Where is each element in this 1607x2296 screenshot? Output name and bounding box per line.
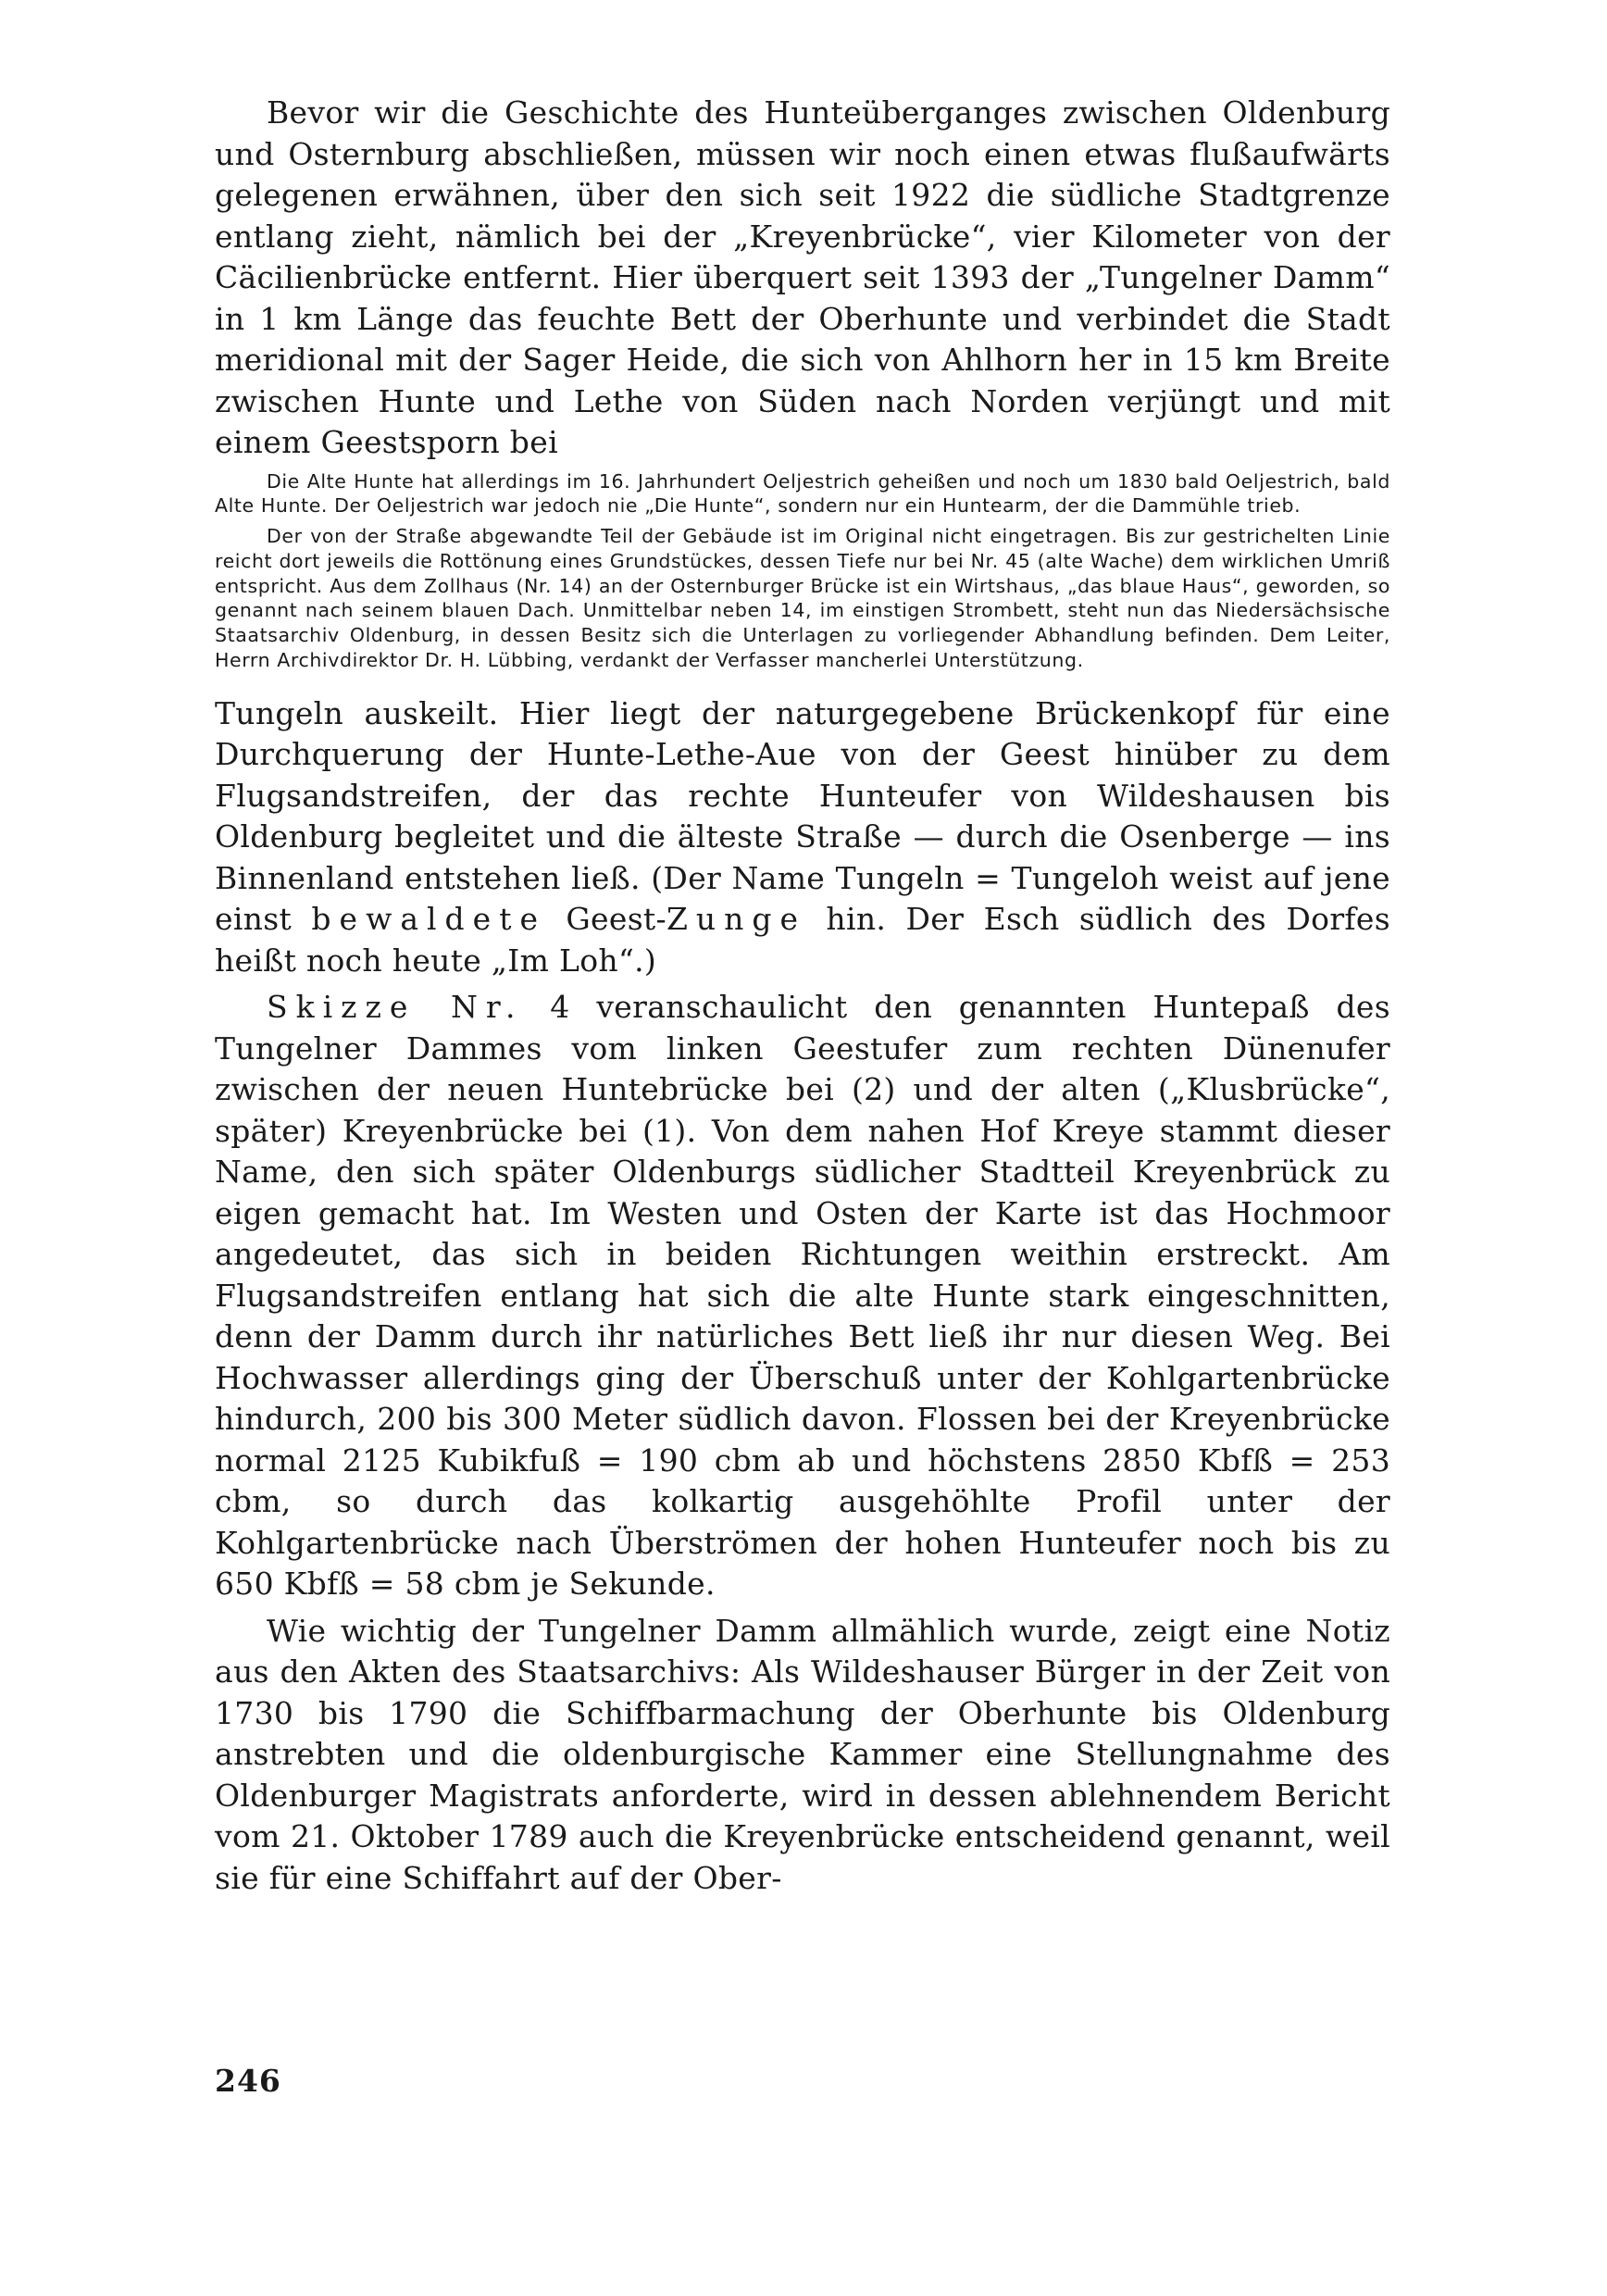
footnotes — [215, 469, 1390, 673]
p1-text-a: Tungeln auskeilt. Hier liegt der naturgegebene Brückenkopf für eine Durchquerung der Hunte-Lethe-Aue von der Geest hinüber zu dem Flugsandstreifen, der das rechte Hunteufer von Wildeshausen bis Oldenburg begleitet und die älteste Straße — durch die Osenberge — ins Binnenland entstehen ließ. (Der Name Tungeln = Tungeloh weist auf jene einst — [215, 694, 1390, 938]
paragraph-2 — [215, 987, 1390, 1605]
footnote-2: Der von der Straße abgewandte Teil der Gebäude ist im Original nicht eingetragen. Bis zur gestrichelten Linie reicht dort jeweils die Rottönung eines Grundstückes, dessen Tiefe nur bei Nr. 45 (alte Wache) dem wirklichen Umriß entspricht. Aus dem Zollhaus (Nr. 14) an der Osternburger Brücke ist ein Wirtshaus, „das blaue Haus“, geworden, so genannt nach seinem blauen Dach. Unmittelbar neben 14, im einstigen Strombett, steht nun das Niedersächsische Staatsarchiv Oldenburg, in dessen Besitz sich die Unterlagen zu vorliegender Abhandlung befinden. Dem Leiter, Herrn Archivdirektor Dr. H. Lübbing, verdankt der Verfasser mancherlei Unterstützung. — [215, 525, 1390, 672]
paragraph-1-start: Bevor wir die Geschichte des Hunteüberganges zwischen Oldenburg und Osternburg abschließen, müssen wir noch einen etwas flußaufwärts gelegenen erwähnen, über den sich seit 1922 die südliche Stadtgrenze entlang zieht, nämlich bei der „Kreyenbrücke“, vier Kilometer von der Cäcilienbrücke entfernt. Hier überquert seit 1393 der „Tungelner Damm“ in 1 km Länge das feuchte Bett der Oberhunte und verbindet die Stadt meridional mit der Sager Heide, die sich von Ahlhorn her in 15 km Breite zwischen Hunte und Lethe von Süden nach Norden verjüngt und mit einem Geestsporn bei — [215, 94, 1390, 460]
p1-spaced-word-1: bewaldete — [311, 901, 546, 938]
paragraph-3: Wie wichtig der Tungelner Damm allmählich wurde, zeigt eine Notiz aus den Akten des Staatsarchivs: Als Wildeshauser Bürger in der Zeit von 1730 bis 1790 die Schiffbarmachung der Oberhunte bis Oldenburg anstrebten und die oldenburgische Kammer eine Stellungnahme des Oldenburger Magistrats anforderte, wird in dessen ablehnendem Bericht vom 21. Oktober 1789 auch die Kreyenbrücke entscheidend genannt, weil sie für eine Schiffahrt auf der Ober- — [215, 1612, 1390, 1896]
p1-text-c: hin. Der Esch südlich des Dorfes heißt noch heute „Im Loh“.) — [215, 901, 1390, 979]
paragraph-1-continued — [215, 693, 1390, 982]
p2-text: 4 veranschaulicht den genannten Huntepaß des Tungelner Dammes vom linken Geestufer zum rechten Dünenufer zwischen der neuen Huntebrücke bei (2) und der alten („Klusbrücke“, später) Kreyenbrücke bei (1). Von dem nahen Hof Kreye stammt dieser Name, den sich später Oldenburgs südlicher Stadtteil Kreyenbrück zu eigen gemacht hat. Im Westen und Osten der Karte ist das Hochmoor angedeutet, das sich in beiden Richtungen weithin erstreckt. Am Flugsandstreifen entlang hat sich die alte Hunte stark eingeschnitten, denn der Damm durch ihr natürliches Bett ließ ihr nur diesen Weg. Bei Hochwasser allerdings ging der Überschuß unter der Kohlgartenbrücke hindurch, 200 bis 300 Meter südlich davon. Flossen bei der Kreyenbrücke normal 2125 Kubikfuß = 190 cbm ab und höchstens 2850 Kbfß = 253 cbm, so durch das kolkartig ausgehöhlte Profil unter der Kohlgartenbrücke nach Überströmen der hohen Hunteufer noch bis zu 650 Kbfß = 58 cbm je Sekunde. — [215, 989, 1390, 1603]
p2-spaced-heading: Skizze Nr. — [267, 989, 524, 1026]
footnote-1: Die Alte Hunte hat allerdings im 16. Jahrhundert Oeljestrich geheißen und noch um 1830 bald Oeljestrich, bald Alte Hunte. Der Oeljestrich war jedoch nie „Die Hunte“, sondern nur ein Huntearm, der die Dammühle trieb. — [215, 469, 1390, 518]
page-number: 246 — [215, 2063, 281, 2099]
p1-spaced-word-2: Zunge — [666, 901, 807, 938]
p1-text-b: Geest- — [566, 901, 666, 938]
page-content — [215, 93, 1390, 1899]
